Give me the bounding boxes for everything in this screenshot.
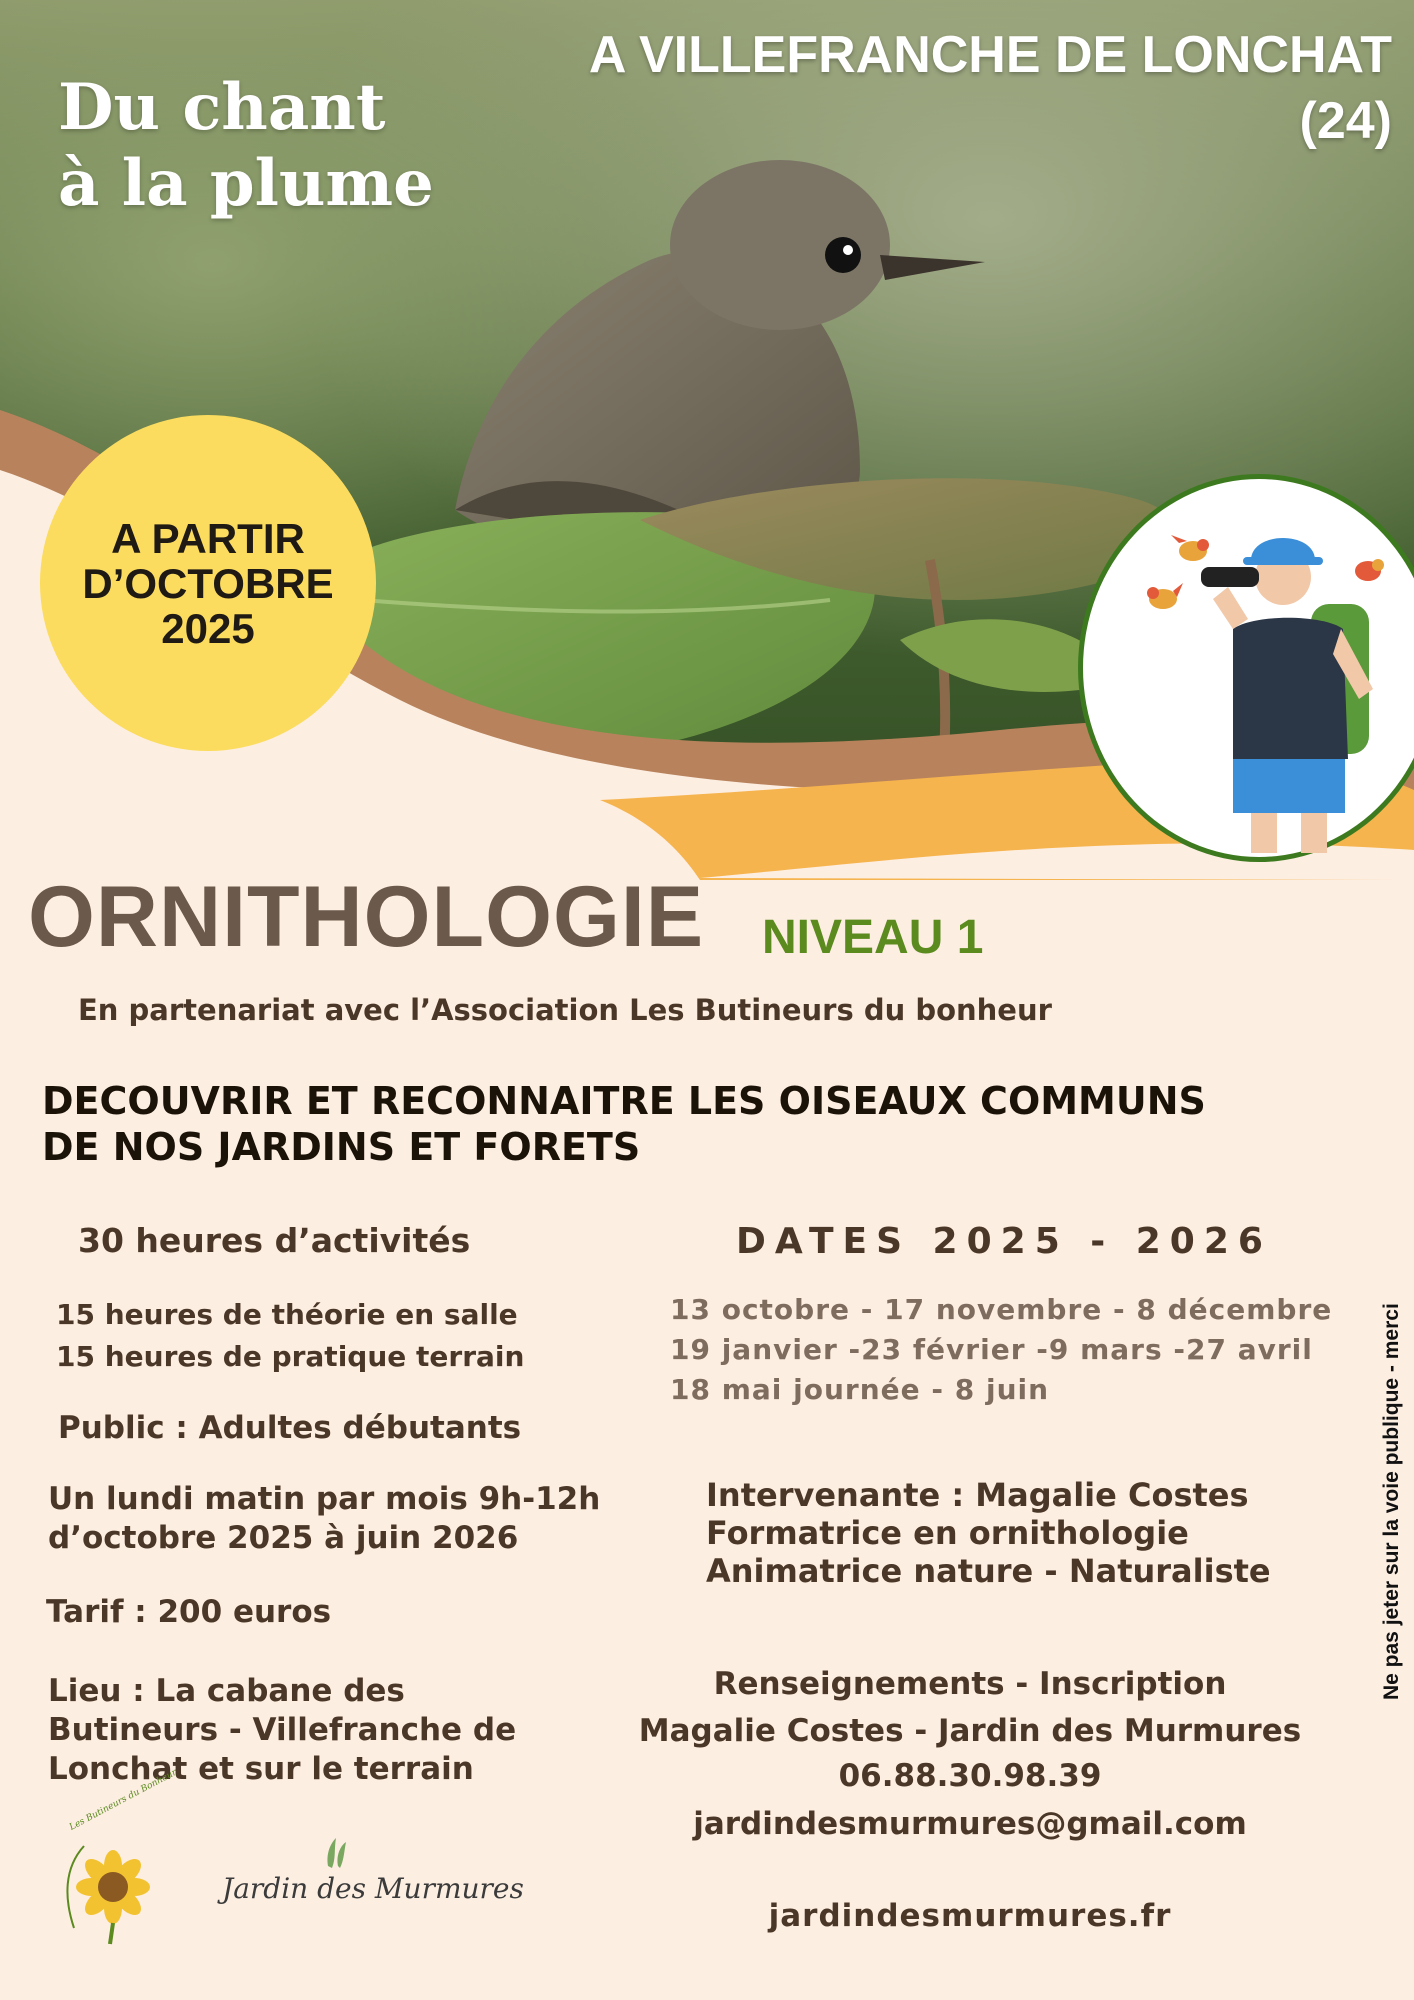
sunflower-icon	[54, 1828, 172, 1946]
logo-text: Les Butineurs du Bonheur	[68, 1767, 179, 1833]
email-link[interactable]: jardindesmurmures@gmail.com	[693, 1806, 1247, 1842]
leaf-icon	[320, 1836, 350, 1870]
birdwatcher-icon	[1083, 479, 1414, 857]
price-line: Tarif : 200 euros	[46, 1594, 332, 1630]
schedule-line: d’octobre 2025 à juin 2026	[48, 1520, 519, 1556]
jardin-logo	[220, 1836, 524, 1916]
logo-text: Jardin des Murmures	[222, 1872, 524, 1905]
speaker-line: Formatrice en ornithologie	[706, 1514, 1189, 1552]
small-bird-icon	[1171, 535, 1209, 561]
partnership-line: En partenariat avec l’Association Les Butineurs du bonheur	[78, 993, 1052, 1027]
subtitle-line-2: DE NOS JARDINS ET FORETS	[42, 1125, 641, 1169]
badge-line-3: 2025	[161, 604, 255, 652]
audience-line: Public : Adultes débutants	[58, 1410, 522, 1446]
schedule-line: Un lundi matin par mois 9h-12h	[48, 1481, 601, 1517]
speaker-line: Animatrice nature - Naturaliste	[706, 1552, 1271, 1590]
subtitle-line-1: DECOUVRIR ET RECONNAITRE LES OISEAUX COMMUNS	[42, 1079, 1206, 1123]
dates-line: 18 mai journée - 8 juin	[670, 1373, 1050, 1406]
location-line: Butineurs - Villefranche de	[48, 1712, 517, 1748]
theory-hours: 15 heures de théorie en salle	[56, 1298, 518, 1331]
location-title	[492, 22, 1392, 154]
speaker-line: Intervenante : Magalie Costes	[706, 1476, 1249, 1514]
level-label: NIVEAU 1	[762, 911, 984, 964]
main-title: ORNITHOLOGIE	[28, 869, 705, 965]
location-line: Lieu : La cabane des	[48, 1673, 405, 1709]
location-line: A VILLEFRANCHE DE LONCHAT	[588, 26, 1392, 84]
badge-line-1: A PARTIR	[111, 514, 305, 562]
badge-line-2: D’OCTOBRE	[82, 559, 334, 607]
start-date-badge	[40, 415, 376, 751]
dates-line: 19 janvier -23 février -9 mars -27 avril	[670, 1333, 1313, 1366]
course-subtitle	[42, 1078, 1206, 1170]
contact-name: Magalie Costes - Jardin des Murmures	[638, 1713, 1302, 1749]
script-title: Du chant à la plume	[58, 70, 434, 221]
department-number: (24)	[1299, 92, 1392, 150]
website-link[interactable]: jardindesmurmures.fr	[768, 1898, 1172, 1934]
info-title: Renseignements - Inscription	[713, 1666, 1227, 1702]
phone-number[interactable]: 06.88.30.98.39	[838, 1758, 1102, 1794]
butineurs-logo	[54, 1767, 179, 1946]
location-line: Lonchat et sur le terrain	[48, 1751, 474, 1787]
dates-line: 13 octobre - 17 novembre - 8 décembre	[670, 1293, 1333, 1326]
hours-title: 30 heures d’activités	[78, 1221, 471, 1260]
practice-hours: 15 heures de pratique terrain	[56, 1340, 525, 1373]
dates-title: DATES 2025 - 2026	[736, 1221, 1272, 1262]
birdwatcher-illustration	[1078, 474, 1414, 862]
disposal-note: Ne pas jeter sur la voie publique - merci	[1380, 1303, 1403, 1700]
